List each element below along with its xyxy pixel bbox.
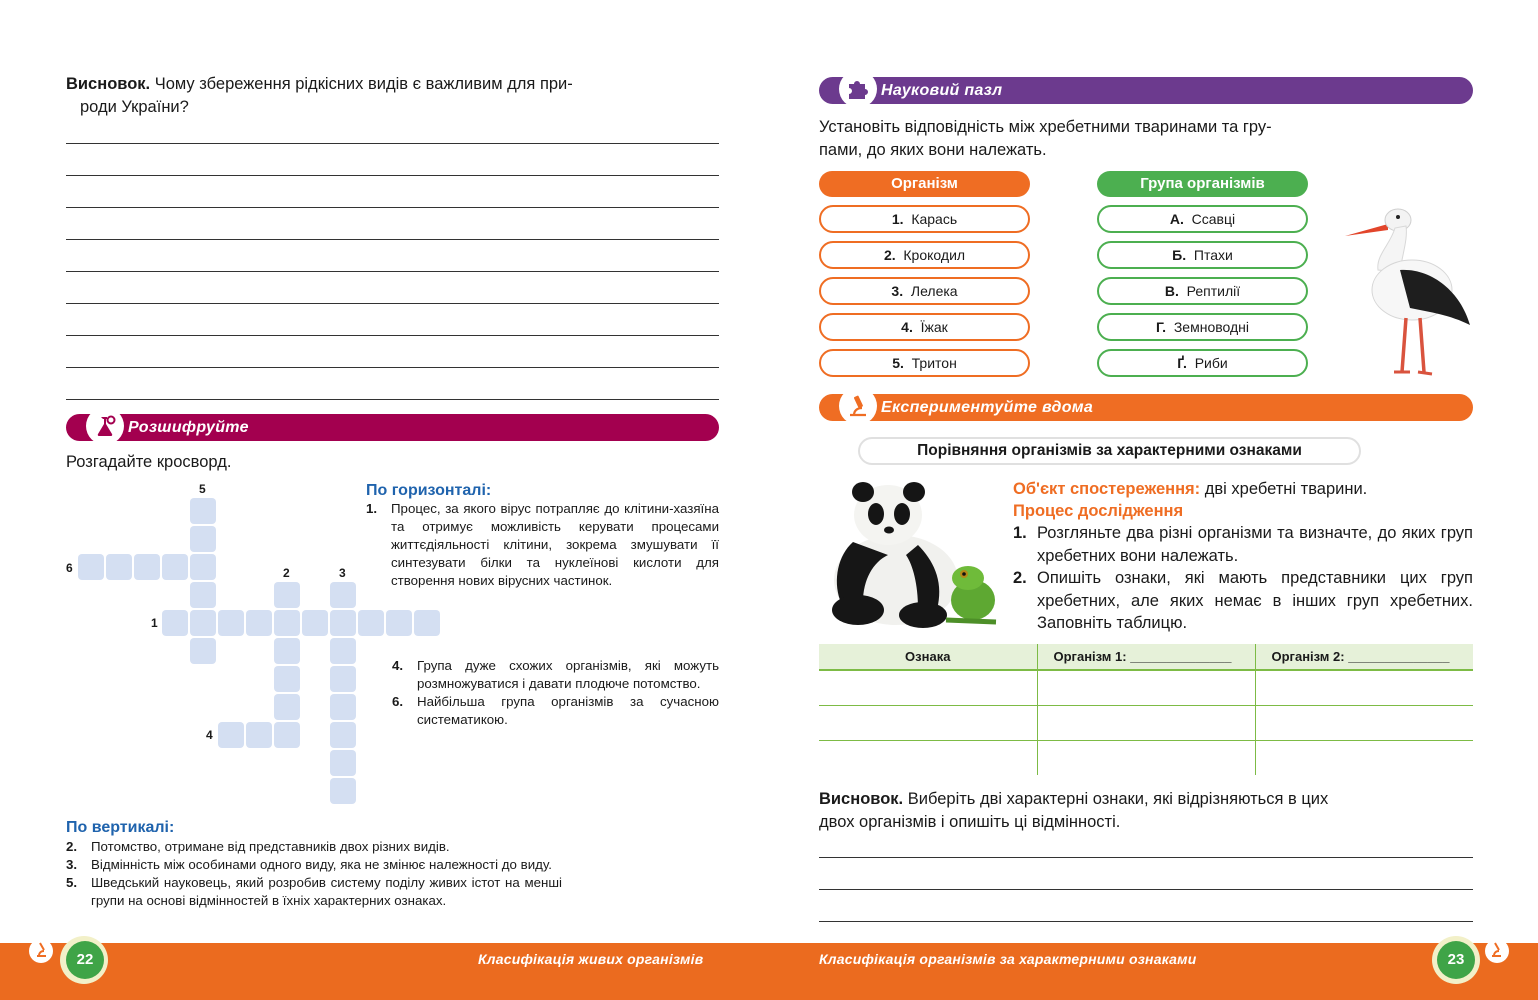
organism-option-4[interactable]: 4. Їжак: [819, 313, 1030, 341]
crossword-cell[interactable]: [246, 722, 272, 748]
panda-frog-icon: [818, 470, 998, 630]
answer-line[interactable]: [66, 336, 719, 368]
crossword-cell[interactable]: [190, 638, 216, 664]
crossword-number: 1: [151, 616, 158, 630]
organism-option-2[interactable]: 2. Крокодил: [819, 241, 1030, 269]
page-number-left: 22: [66, 941, 104, 979]
answer-line[interactable]: [66, 304, 719, 336]
page-footer: [0, 943, 1538, 1000]
vertical-clues: 2. Потомство, отримане від представників двох різних видів. 3. Відмінність між особинами одного виду, яка не змінює належності до виду. 5. Шведський науковець, який розробив систему поділу живих істот на менші групи на основі відмінностей в їхніх характерних ознаках.: [66, 839, 562, 908]
microscope-icon: [1484, 938, 1510, 964]
crossword-cell[interactable]: [78, 554, 104, 580]
table-cell[interactable]: [819, 705, 1037, 740]
crossword-cell[interactable]: [358, 610, 384, 636]
table-cell[interactable]: [1037, 705, 1255, 740]
experiment-object: Об'єкт спостереження: дві хребетні тварини.: [1013, 480, 1368, 498]
crossword-cell[interactable]: [246, 610, 272, 636]
crossword-cell[interactable]: [386, 610, 412, 636]
footer-title-left: Класифікація живих організмів: [478, 951, 704, 967]
crossword-cell[interactable]: [274, 610, 300, 636]
group-column-header: Група організмів: [1097, 171, 1308, 197]
table-cell[interactable]: [1037, 670, 1255, 705]
crossword-cell[interactable]: [274, 694, 300, 720]
answer-line[interactable]: [66, 208, 719, 240]
crossword-cell[interactable]: [274, 582, 300, 608]
crossword-cell[interactable]: [134, 554, 160, 580]
experiment-subtitle: Порівняння організмів за характерними ознаками: [858, 437, 1361, 465]
answer-line[interactable]: [66, 176, 719, 208]
crossword-cell[interactable]: [330, 694, 356, 720]
answer-line[interactable]: [66, 272, 719, 304]
table-header-feature: Ознака: [819, 644, 1037, 670]
organism-option-3[interactable]: 3. Лелека: [819, 277, 1030, 305]
organism-option-1[interactable]: 1. Карась: [819, 205, 1030, 233]
crossword-cell[interactable]: [162, 554, 188, 580]
section-band-decode: Розшифруйте: [66, 414, 719, 441]
organism-column-header: Організм: [819, 171, 1030, 197]
horizontal-clue-1: 1. Процес, за якого вірус потрапляє до клітини-хазяїна та отримує можливість керувати процесами життєдіяльності клітини, зокрема змушувати її синтезувати білки та нуклеїнові кислоти для створення нових вірусних частинок.: [366, 501, 719, 588]
section-band-puzzle: Науковий пазл: [819, 77, 1473, 104]
comparison-table: [819, 644, 1473, 775]
vertical-clues-title: По вертикалі:: [66, 819, 175, 836]
microscope-icon: [839, 387, 877, 425]
puzzle-task: Установіть відповідність між хребетними тваринами та гру- пами, до яких вони належать.: [819, 118, 1272, 159]
crossword-cell[interactable]: [330, 638, 356, 664]
crossword-cell[interactable]: [330, 610, 356, 636]
organism-option-5[interactable]: 5. Тритон: [819, 349, 1030, 377]
experiment-steps: 1. Розгляньте два різні організми та визначте, до яких груп хребетних вони належать. 2. Опишіть ознаки, які мають представники цих груп хребетних, але яких немає в інших груп хребетних. Заповніть таблицю.: [1013, 524, 1473, 632]
crossword-cell[interactable]: [190, 610, 216, 636]
table-header-organism-2[interactable]: Організм 2: ______________: [1255, 644, 1473, 670]
experiment-conclusion: Висновок. Виберіть дві характерні ознаки, які відрізняються в цих двох організмів і опишіть ці відмінності.: [819, 790, 1329, 831]
group-option-g[interactable]: Ґ. Риби: [1097, 349, 1308, 377]
group-option-v[interactable]: В. Рептилії: [1097, 277, 1308, 305]
crossword-cell[interactable]: [302, 610, 328, 636]
group-option-h[interactable]: Г. Земноводні: [1097, 313, 1308, 341]
crossword-cell[interactable]: [190, 582, 216, 608]
crossword-cell[interactable]: [190, 526, 216, 552]
answer-line[interactable]: [66, 144, 719, 176]
crossword-cell[interactable]: [330, 582, 356, 608]
crossword-number: 5: [199, 482, 206, 496]
crossword-cell[interactable]: [218, 610, 244, 636]
crossword-cell[interactable]: [330, 778, 356, 804]
crossword-cell[interactable]: [414, 610, 440, 636]
crossword-cell[interactable]: [162, 610, 188, 636]
table-cell[interactable]: [819, 670, 1037, 705]
answer-line[interactable]: [819, 858, 1473, 890]
crossword-number: 4: [206, 728, 213, 742]
section-band-experiment: Експериментуйте вдома: [819, 394, 1473, 421]
answer-line[interactable]: [66, 240, 719, 272]
table-cell[interactable]: [1255, 740, 1473, 775]
crossword-number: 2: [283, 566, 290, 580]
horizontal-clues-rest: 4. Група дуже схожих організмів, які можуть розмножуватися і давати плодюче потомство. 6. Найбільша група організмів за сучасною систематикою.: [392, 658, 719, 727]
crossword-number: 3: [339, 566, 346, 580]
group-option-b[interactable]: Б. Птахи: [1097, 241, 1308, 269]
crossword-cell[interactable]: [274, 638, 300, 664]
crossword-cell[interactable]: [274, 722, 300, 748]
footer-title-right: Класифікація організмів за характерними ознаками: [819, 951, 1197, 967]
table-header-organism-1[interactable]: Організм 1: ______________: [1037, 644, 1255, 670]
conclusion-answer-lines[interactable]: [819, 857, 1473, 922]
page-number-right: 23: [1437, 941, 1475, 979]
table-row: [819, 670, 1473, 705]
table-cell[interactable]: [1255, 705, 1473, 740]
group-option-a[interactable]: А. Ссавці: [1097, 205, 1308, 233]
crossword-cell[interactable]: [330, 666, 356, 692]
crossword-cell[interactable]: [330, 750, 356, 776]
table-row: [819, 705, 1473, 740]
stork-icon: [1340, 200, 1475, 378]
answer-line[interactable]: [66, 368, 719, 400]
crossword-cell[interactable]: [106, 554, 132, 580]
conclusion-question: Висновок. Чому збереження рідкісних видів є важливим для при- роди України?: [66, 75, 573, 116]
crossword-cell[interactable]: [274, 666, 300, 692]
microscope-icon: [28, 938, 54, 964]
answer-line[interactable]: [819, 890, 1473, 922]
crossword-number: 6: [66, 561, 73, 575]
crossword-cell[interactable]: [330, 722, 356, 748]
crossword-cell[interactable]: [218, 722, 244, 748]
table-cell[interactable]: [1037, 740, 1255, 775]
puzzle-icon: [839, 70, 877, 108]
table-cell[interactable]: [819, 740, 1037, 775]
crossword-cell[interactable]: [190, 554, 216, 580]
answer-lines[interactable]: [66, 143, 719, 400]
table-cell[interactable]: [1255, 670, 1473, 705]
horizontal-clues-title: По горизонталі:: [366, 482, 492, 499]
table-row: [819, 740, 1473, 775]
flask-gear-icon: [86, 407, 124, 445]
crossword-task: Розгадайте кросворд.: [66, 453, 232, 471]
experiment-process-title: Процес дослідження: [1013, 502, 1184, 520]
crossword-cell[interactable]: [190, 498, 216, 524]
